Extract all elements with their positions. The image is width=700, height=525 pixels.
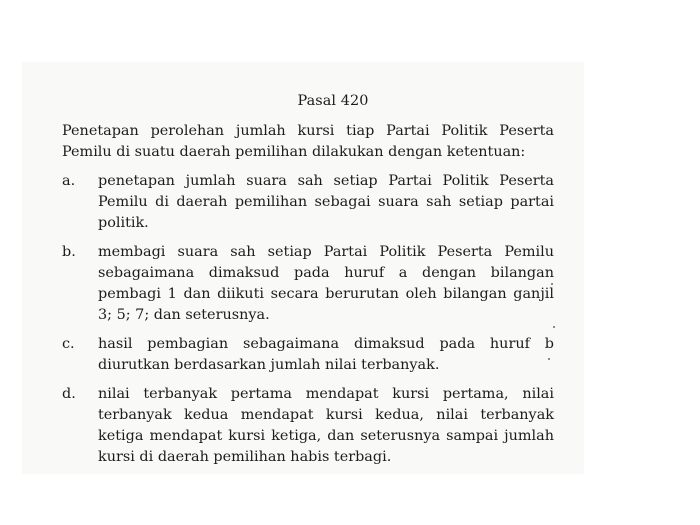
list-item-text: membagi suara sah setiap Partai Politik Peserta Pemilu sebagaimana dimaksud pada huruf a dengan bilangan pembagi 1 dan diikuti secara berurutan oleh bilangan ganjil 3; 5; 7; dan seterusnya. [98, 244, 554, 323]
list-marker: c. [62, 336, 75, 352]
scan-speck [548, 358, 550, 360]
list-item-c [62, 334, 554, 376]
list-marker: b. [62, 244, 76, 260]
scan-speck [551, 283, 553, 285]
list-item-a [62, 171, 554, 234]
list-item-b [62, 242, 554, 326]
list-item-text: penetapan jumlah suara sah setiap Partai Politik Peserta Pemilu di daerah pemilihan sebagai suara sah setiap partai politik. [98, 173, 554, 231]
scan-speck [553, 326, 555, 328]
list-item-text: nilai terbanyak pertama mendapat kursi pertama, nilai terbanyak kedua mendapat kursi kedua, nilai terbanyak ketiga mendapat kursi ketiga, dan seterusnya sampai jumlah kursi di daerah pemilihan habis terbagi. [98, 386, 554, 465]
list-item-text: hasil pembagian sebagaimana dimaksud pada huruf b diurutkan berdasarkan jumlah nilai terbanyak. [98, 336, 554, 373]
document-body [62, 91, 554, 476]
list-item-d [62, 384, 554, 468]
list-marker: a. [62, 173, 76, 189]
list-marker: d. [62, 386, 76, 402]
article-title: Pasal 420 [297, 93, 369, 109]
article-intro: Penetapan perolehan jumlah kursi tiap Partai Politik Peserta Pemilu di suatu daerah pemilihan dilakukan dengan ketentuan: [62, 123, 554, 160]
